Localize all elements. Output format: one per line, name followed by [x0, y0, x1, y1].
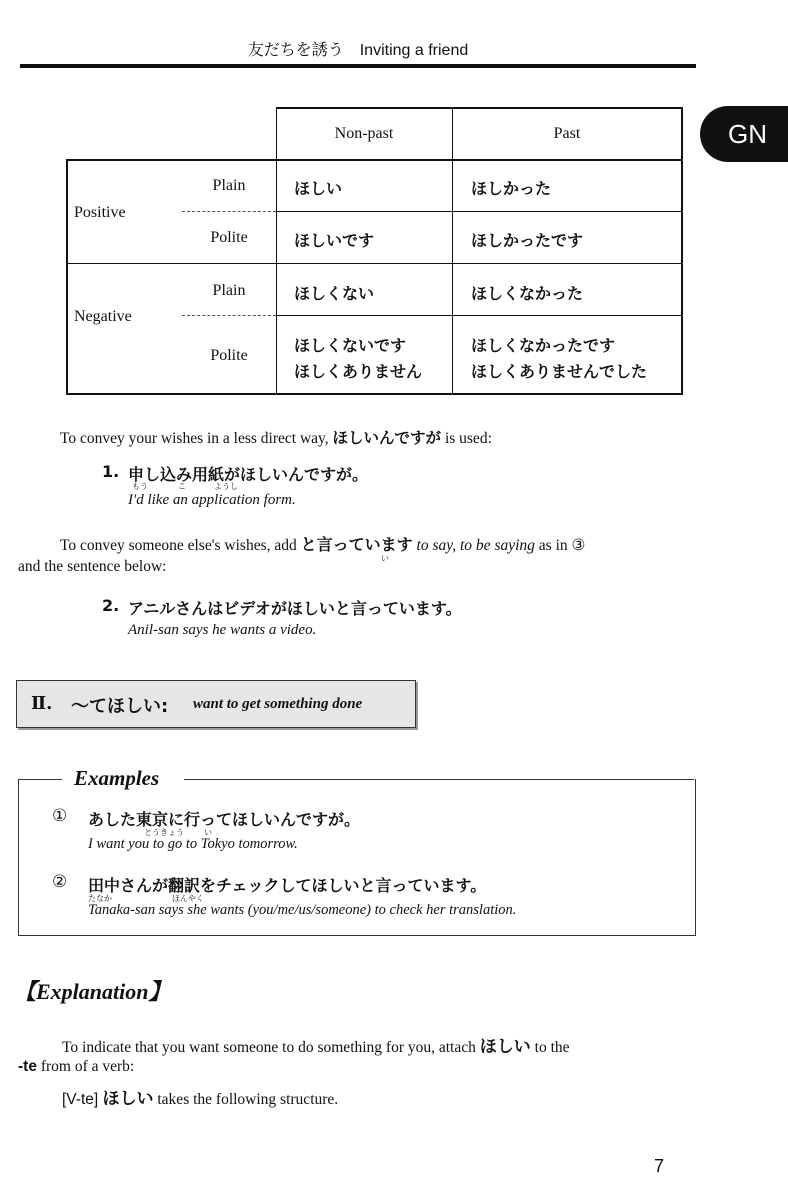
row-form-polite: Polite	[210, 347, 248, 364]
example-jp: あした東京に行ってほしいんですが。	[88, 810, 361, 829]
explanation-heading: 【Explanation】	[14, 979, 171, 1004]
example-jp: 田中さんが翻訳をチェックしてほしいと言っています。	[88, 876, 487, 895]
cell-positive-plain-past: ほしかった	[471, 179, 552, 198]
ruby: ほんやく	[172, 894, 204, 903]
example-jp: アニルさんはビデオがほしいと言っています。	[128, 599, 462, 618]
text: To indicate that you want someone to do something for you, attach	[62, 1039, 480, 1056]
example-item-2	[52, 872, 692, 922]
cell-negative-plain-past: ほしくなかった	[471, 284, 584, 303]
ruby: とうきょう	[144, 828, 184, 837]
ruby: もう	[132, 482, 148, 491]
cell-positive-polite-nonpast: ほしいです	[294, 231, 375, 250]
cell-negative-polite-nonpast-2: ほしくありません	[294, 362, 423, 381]
text: To convey someone else's wishes, add	[60, 537, 301, 554]
section-number: Ⅱ.	[31, 693, 53, 714]
example-translation: Anil-san says he wants a video.	[128, 622, 317, 638]
example-marker: ①	[52, 806, 68, 826]
row-group-negative: Negative	[74, 308, 132, 325]
text: to the	[530, 1039, 570, 1056]
section-jp: ～てほしい:	[71, 696, 169, 717]
example-jp: 申し込み用紙がほしいんですが。	[128, 465, 369, 484]
row-form-plain: Plain	[212, 177, 246, 194]
gloss: to say, to be saying	[416, 537, 535, 554]
jp-term: と言っています	[300, 535, 413, 554]
row-group-positive: Positive	[74, 204, 126, 221]
jp-term: ほしい	[102, 1089, 154, 1109]
text: To convey your wishes in a less direct way,	[60, 430, 333, 447]
explanation-line-3	[62, 1084, 338, 1109]
example-number: 1.	[102, 462, 120, 481]
conjugation-table	[0, 0, 788, 400]
row-form-polite: Polite	[210, 229, 248, 246]
example-translation: Tanaka-san says she wants (you/me/us/someone) to check her translation.	[88, 902, 517, 918]
paragraph-someone-else-line2: and the sentence below:	[18, 558, 167, 575]
example-number: 2.	[102, 596, 120, 615]
jp-term: ほしいんですが	[332, 429, 442, 447]
text: from of a verb:	[36, 1058, 135, 1075]
ruby: い	[204, 828, 212, 837]
page-number: 7	[654, 1156, 665, 1176]
text: takes the following structure.	[153, 1091, 339, 1108]
example-translation: I'd like an application form.	[128, 492, 296, 508]
vte-bracket: [V-te]	[62, 1091, 103, 1108]
cell-negative-polite-past-1: ほしくなかったです	[471, 336, 616, 355]
explanation-line-2	[18, 1058, 134, 1076]
example-marker: ②	[52, 872, 68, 892]
section-tab-gn: GN	[700, 106, 788, 162]
text: as in ③	[534, 537, 586, 554]
te-form: -te	[18, 1058, 37, 1075]
section-heading	[16, 680, 416, 728]
example-2	[102, 596, 702, 646]
cell-negative-plain-nonpast: ほしくない	[294, 284, 375, 303]
ruby: ようし	[214, 482, 238, 491]
header-title: 友だちを誘う Inviting a friend	[247, 42, 469, 59]
example-translation: I want you to go to Tokyo tomorrow.	[88, 836, 298, 852]
explanation-line-1	[62, 1032, 570, 1057]
section-en: want to get something done	[193, 696, 363, 712]
row-form-plain: Plain	[212, 282, 246, 299]
text: is used:	[441, 430, 492, 447]
jp-term: ほしい	[479, 1037, 531, 1057]
example-item-1	[52, 806, 682, 856]
cell-negative-polite-past-2: ほしくありませんでした	[471, 362, 648, 381]
ruby: こ	[178, 482, 186, 491]
cell-positive-plain-nonpast: ほしい	[294, 179, 343, 198]
ruby: い	[381, 554, 389, 563]
examples-title: Examples	[74, 766, 160, 790]
paragraph-less-direct	[60, 426, 492, 448]
example-1	[102, 462, 702, 512]
col-header-past: Past	[553, 125, 581, 142]
ruby: たなか	[88, 894, 112, 903]
paragraph-someone-else	[60, 532, 585, 555]
col-header-nonpast: Non-past	[334, 125, 394, 142]
cell-positive-polite-past: ほしかったです	[471, 231, 584, 250]
cell-negative-polite-nonpast-1: ほしくないです	[294, 336, 407, 355]
